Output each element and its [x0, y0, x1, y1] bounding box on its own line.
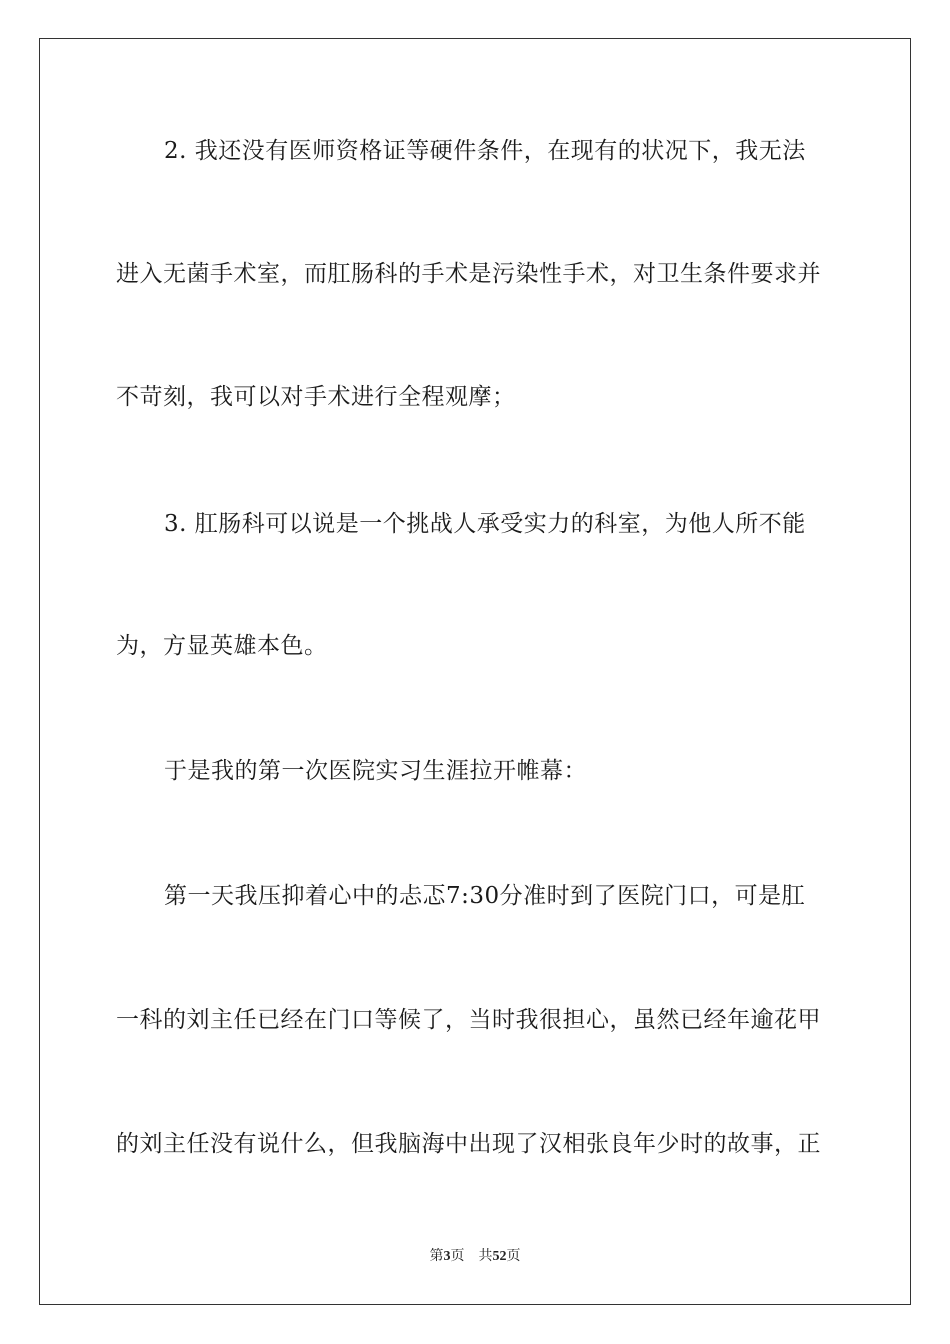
page-footer	[0, 1248, 950, 1266]
text-line-3: 不苛刻，我可以对手术进行全程观摩；	[116, 384, 516, 410]
footer-suffix: 页	[506, 1249, 521, 1264]
footer-mid: 页 共	[450, 1249, 493, 1264]
text-line-8: 一科的刘主任已经在门口等候了，当时我很担心，虽然已经年逾花甲	[116, 1007, 821, 1033]
text-line-6: 于是我的第一次医院实习生涯拉开帷幕：	[164, 758, 587, 784]
page-border	[39, 38, 911, 1305]
text-line-4: 3. 肛肠科可以说是一个挑战人承受实力的科室，为他人所不能	[164, 511, 806, 537]
footer-prefix: 第	[429, 1249, 444, 1264]
text-line-2: 进入无菌手术室，而肛肠科的手术是污染性手术，对卫生条件要求并	[116, 261, 821, 287]
footer-total-pages: 52	[492, 1249, 507, 1264]
text-line-5: 为，方显英雄本色。	[116, 633, 328, 659]
text-line-9: 的刘主任没有说什么，但我脑海中出现了汉相张良年少时的故事，正	[116, 1131, 821, 1157]
text-line-7: 第一天我压抑着心中的忐忑7:30分准时到了医院门口，可是肛	[164, 883, 806, 909]
footer-page-number: 3	[443, 1249, 451, 1264]
text-line-1: 2. 我还没有医师资格证等硬件条件，在现有的状况下，我无法	[164, 138, 806, 164]
